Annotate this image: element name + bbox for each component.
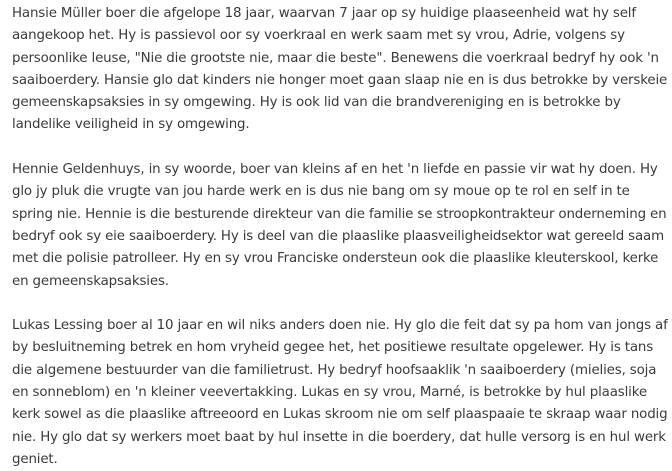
paragraph-hansie-muller: Hansie Müller boer die afgelope 18 jaar, waarvan 7 jaar op sy huidige plaaseenheid wat hy self aangekoop het. Hy is passievol oor sy voerkraal en werk saam met sy vrou, Adrie, volgens sy persoonlike leuse, "Nie die grootste nie, maar die beste". Benewens die voerkraal bedryf hy ook 'n saaiboerdery. Hansie glo dat kinders nie honger moet gaan slaap nie en is dus betrokke by verskeie gemeenskapsaksies in sy omgewing. Hy is ook lid van die brandvereniging en is betrokke by landelike veiligheid in sy omgewing.	[12, 6, 668, 133]
paragraph-lukas-lessing: Lukas Lessing boer al 10 jaar en wil niks anders doen nie. Hy glo die feit dat sy pa hom van jongs af by besluitneming betrek en hom vryheid gegee het, het positiewe resultate opgelewer. Hy is tans die algemene bestuurder van die familietrust. Hy bedryf hoofsaaklik 'n saaiboerdery (mielies, soja en sonneblom) en 'n kleiner veevertakking. Lukas en sy vrou, Marné, is betrokke by hul plaaslike kerk sowel as die plaaslike aftreeoord en Lukas skroom nie om self plaaspaaie te skraap waar nodig nie. Hy glo dat sy werkers moet baat by hul insette in die boerdery, dat hulle versorg is en hul werk geniet.	[12, 318, 668, 467]
paragraph-hennie-geldenhuys: Hennie Geldenhuys, in sy woorde, boer van kleins af en het 'n liefde en passie vir wat hy doen. Hy glo jy pluk die vrugte van jou harde werk en is dus nie bang om sy moue op te rol en self in te spring nie. Hennie is die besturende direkteur van die familie se stroopkontrakteur onderneming en bedryf ook sy eie saaiboerdery. Hy is deel van die plaaslike plaasveiligheidsektor wat gereeld saam met die polisie patrolleer. Hy en sy vrou Franciske ondersteun ook die plaaslike kleuterskool, kerke en gemeenskapsaksies.	[12, 162, 667, 289]
